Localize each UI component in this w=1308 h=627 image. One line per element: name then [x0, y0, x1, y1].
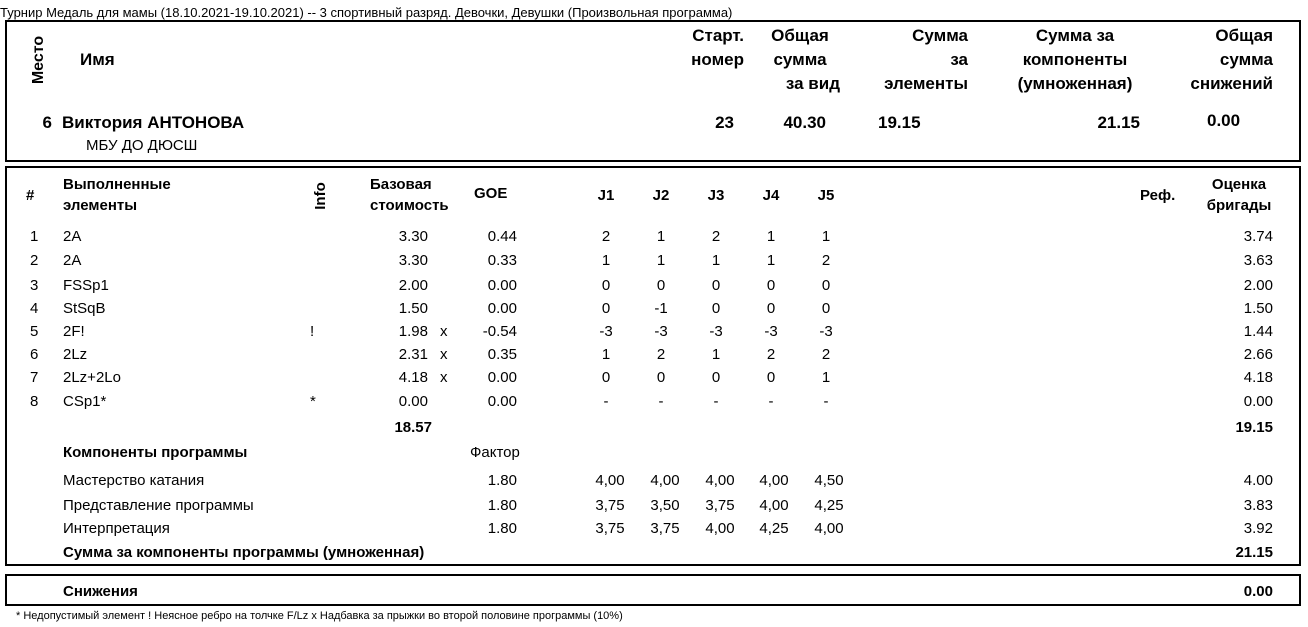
col-element-header: Выполненные элементы [63, 176, 171, 214]
judge-header-1: J1 [597, 187, 615, 204]
element-judge-2: 1 [656, 228, 666, 245]
element-judge-4: 1 [766, 252, 776, 269]
components-sum-label: Сумма за компоненты (умноженная) [1017, 26, 1133, 93]
element-judge-3: 2 [711, 228, 721, 245]
col-info-header: Info [312, 182, 329, 210]
component-judge-5: 4,50 [814, 472, 844, 489]
judge-header-4: J4 [762, 187, 780, 204]
element-score: 3.63 [1243, 252, 1273, 269]
components-total-label: Сумма за компоненты программы (умноженная) [63, 544, 425, 561]
element-judge-3: -3 [709, 323, 723, 340]
skater-components-sum: 21.15 [1097, 113, 1140, 132]
element-judge-1: 0 [601, 369, 611, 386]
element-judge-1: 2 [601, 228, 611, 245]
component-judge-4: 4,25 [759, 520, 789, 537]
elements-sum-label: Сумма за элементы [884, 26, 968, 93]
element-judge-4: 0 [766, 277, 776, 294]
element-code: 2Lz+2Lo [63, 369, 121, 386]
element-base-value: 3.30 [398, 252, 428, 269]
component-judge-4: 4,00 [759, 497, 789, 514]
footnote: * Недопустимый элемент ! Неясное ребро на толчке F/Lz x Надбавка за прыжки во второй половине программы (10%) [16, 610, 623, 622]
element-judge-1: 0 [601, 300, 611, 317]
skater-total: 40.30 [783, 113, 826, 132]
element-number: 1 [30, 228, 39, 245]
element-judge-4: - [768, 393, 774, 410]
col-ref-header: Реф. [1140, 187, 1176, 204]
component-score: 3.92 [1243, 520, 1273, 537]
skater-club: МБУ ДО ДЮСШ [86, 137, 198, 154]
element-number: 4 [30, 300, 39, 317]
component-judge-2: 4,00 [650, 472, 680, 489]
element-judge-2: -3 [654, 323, 668, 340]
skater-elements-sum: 19.15 [878, 113, 921, 132]
component-factor: 1.80 [487, 497, 517, 514]
skater-start-number: 23 [715, 113, 734, 132]
element-score: 1.44 [1243, 323, 1273, 340]
element-judge-3: - [713, 393, 719, 410]
element-score: 2.00 [1243, 277, 1273, 294]
total-score-label: Общая сумма за вид [771, 26, 840, 93]
element-judge-2: 1 [656, 252, 666, 269]
element-judge-3: 0 [711, 369, 721, 386]
component-score: 4.00 [1243, 472, 1273, 489]
element-score: 1.50 [1243, 300, 1273, 317]
element-judge-1: 1 [601, 252, 611, 269]
col-score-header: Оценка бригады [1206, 176, 1272, 214]
element-base-value: 3.30 [398, 228, 428, 245]
element-goe: 0.00 [487, 277, 517, 294]
deductions-value: 0.00 [1243, 583, 1273, 600]
element-score: 0.00 [1243, 393, 1273, 410]
element-judge-1: 1 [601, 346, 611, 363]
element-judge-4: -3 [764, 323, 778, 340]
component-judge-3: 4,00 [705, 472, 735, 489]
col-goe-header: GOE [474, 185, 508, 202]
element-judge-5: 0 [821, 277, 831, 294]
element-bonus-marker: x [440, 346, 448, 363]
element-judge-5: 1 [821, 369, 831, 386]
judge-header-3: J3 [707, 187, 725, 204]
element-code: 2A [63, 252, 82, 269]
skater-deductions: 0.00 [1207, 111, 1241, 130]
base-total: 18.57 [394, 419, 432, 436]
deductions-label: Снижения [63, 583, 138, 600]
component-judge-2: 3,75 [650, 520, 680, 537]
components-title: Компоненты программы [63, 444, 248, 461]
element-base-value: 0.00 [398, 393, 428, 410]
element-base-value: 2.31 [398, 346, 428, 363]
component-judge-4: 4,00 [759, 472, 789, 489]
element-goe: 0.35 [487, 346, 517, 363]
element-score: 4.18 [1243, 369, 1273, 386]
element-judge-2: 2 [656, 346, 666, 363]
element-number: 8 [30, 393, 39, 410]
element-number: 7 [30, 369, 39, 386]
deductions-box [5, 574, 1301, 606]
element-judge-5: -3 [819, 323, 833, 340]
element-info: ! [310, 323, 315, 340]
element-goe: 0.00 [487, 369, 517, 386]
element-judge-3: 1 [711, 346, 721, 363]
element-code: 2A [63, 228, 82, 245]
element-score: 2.66 [1243, 346, 1273, 363]
element-code: CSp1* [63, 393, 107, 410]
element-judge-4: 0 [766, 300, 776, 317]
component-name: Представление программы [63, 497, 254, 514]
element-goe: -0.54 [482, 323, 517, 340]
element-judge-2: 0 [656, 277, 666, 294]
deductions-sum-label: Общая сумма снижений [1190, 26, 1273, 93]
judge-header-2: J2 [652, 187, 670, 204]
element-goe: 0.00 [487, 393, 517, 410]
component-score: 3.83 [1243, 497, 1273, 514]
element-code: 2Lz [63, 346, 88, 363]
element-number: 2 [30, 252, 39, 269]
component-judge-2: 3,50 [650, 497, 680, 514]
element-judge-4: 1 [766, 228, 776, 245]
col-base-header: Базовая стоимость [370, 176, 449, 214]
element-judge-2: - [658, 393, 664, 410]
element-number: 5 [30, 323, 39, 340]
skater-place: 6 [42, 113, 52, 132]
element-goe: 0.44 [487, 228, 517, 245]
component-name: Мастерство катания [63, 472, 205, 489]
element-judge-5: - [823, 393, 829, 410]
element-base-value: 2.00 [398, 277, 428, 294]
col-number-header: # [26, 187, 35, 204]
component-factor: 1.80 [487, 520, 517, 537]
element-base-value: 1.98 [398, 323, 428, 340]
element-info: * [310, 393, 316, 410]
element-judge-4: 2 [766, 346, 776, 363]
component-judge-1: 4,00 [595, 472, 625, 489]
factor-label: Фактор [470, 444, 520, 461]
element-judge-3: 0 [711, 300, 721, 317]
element-judge-3: 0 [711, 277, 721, 294]
element-code: StSqB [63, 300, 106, 317]
element-base-value: 1.50 [398, 300, 428, 317]
element-judge-1: - [603, 393, 609, 410]
judge-header-5: J5 [817, 187, 835, 204]
element-judge-3: 1 [711, 252, 721, 269]
element-judge-5: 2 [821, 252, 831, 269]
element-bonus-marker: x [440, 369, 448, 386]
element-judge-1: -3 [599, 323, 613, 340]
element-judge-1: 0 [601, 277, 611, 294]
start-number-label: Старт. номер [691, 26, 744, 69]
component-judge-3: 3,75 [705, 497, 735, 514]
component-judge-1: 3,75 [595, 497, 625, 514]
score-total: 19.15 [1235, 419, 1273, 436]
element-bonus-marker: x [440, 323, 448, 340]
element-judge-2: -1 [654, 300, 668, 317]
element-base-value: 4.18 [398, 369, 428, 386]
name-label: Имя [80, 50, 115, 69]
skater-name: Виктория АНТОНОВА [62, 113, 245, 132]
element-number: 3 [30, 277, 39, 294]
element-judge-4: 0 [766, 369, 776, 386]
component-judge-5: 4,25 [814, 497, 844, 514]
component-factor: 1.80 [487, 472, 517, 489]
element-number: 6 [30, 346, 39, 363]
component-judge-1: 3,75 [595, 520, 625, 537]
place-label: Место [30, 35, 47, 85]
element-judge-5: 2 [821, 346, 831, 363]
components-total: 21.15 [1235, 544, 1273, 561]
element-judge-2: 0 [656, 369, 666, 386]
element-judge-5: 1 [821, 228, 831, 245]
element-goe: 0.33 [487, 252, 517, 269]
component-judge-3: 4,00 [705, 520, 735, 537]
element-judge-5: 0 [821, 300, 831, 317]
element-code: 2F! [63, 323, 85, 340]
element-code: FSSp1 [63, 277, 109, 294]
component-judge-5: 4,00 [814, 520, 844, 537]
element-goe: 0.00 [487, 300, 517, 317]
event-title: Турнир Медаль для мамы (18.10.2021-19.10.2021) -- 3 спортивный разряд. Девочки, Девушки (Произвольная программа) [0, 5, 733, 20]
component-name: Интерпретация [63, 520, 170, 537]
element-score: 3.74 [1243, 228, 1273, 245]
